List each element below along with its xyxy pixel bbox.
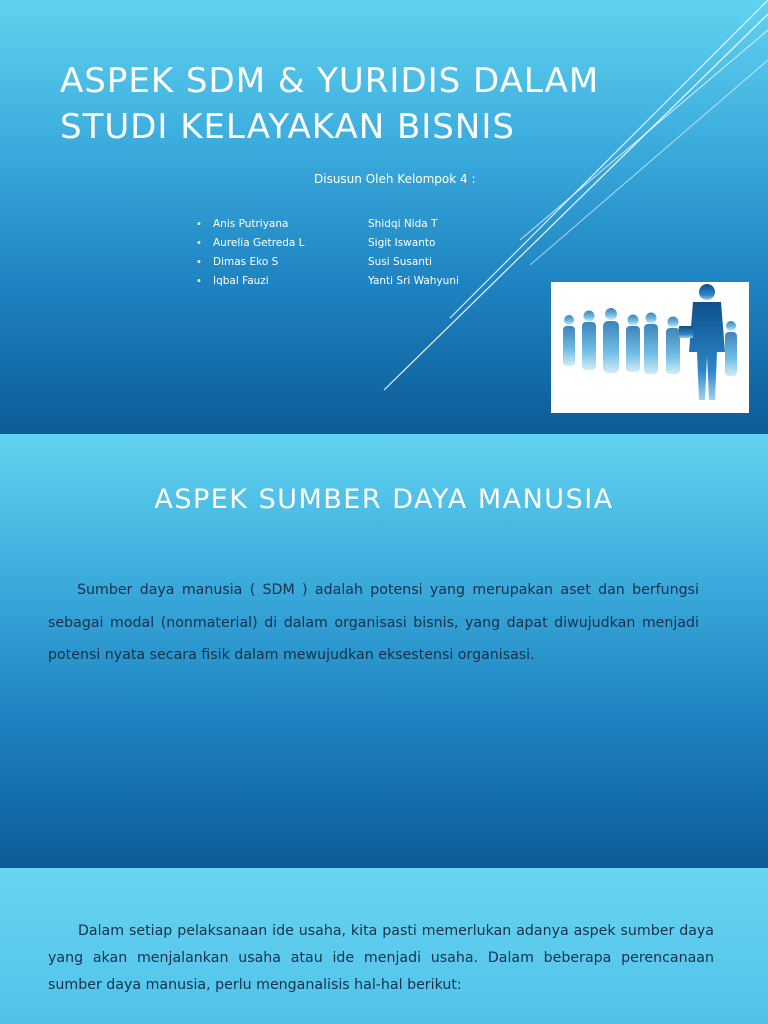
- member-name: Yanti Sri Wahyuni: [368, 275, 459, 287]
- title-slide: [0, 0, 768, 432]
- member-name: Susi Susanti: [368, 256, 432, 268]
- member-name: Sigit Iswanto: [368, 237, 436, 249]
- content-slide-planning: [0, 868, 768, 1024]
- business-team-image: [551, 282, 749, 413]
- member-name: Shidqi Nida T: [368, 218, 438, 230]
- member-name: • Anis Putriyana: [196, 215, 305, 234]
- member-list-right: [368, 215, 459, 291]
- slide-paragraph: Dalam setiap pelaksanaan ide usaha, kita pasti memerlukan adanya aspek sumber daya yang akan menjalankan usaha atau ide menjadi usaha. Dalam beberapa perencanaan sumber daya manusia, perlu menganalisis hal-hal berikut:: [48, 923, 714, 993]
- member-name: • Iqbal Fauzi: [196, 272, 305, 291]
- business-team-silhouette-icon: [551, 282, 749, 413]
- slide-heading: ASPEK SUMBER DAYA MANUSIA: [154, 484, 614, 515]
- content-slide-sdm: [0, 434, 768, 866]
- slide-paragraph: Sumber daya manusia ( SDM ) adalah potensi yang merupakan aset dan berfungsi sebagai modal (nonmaterial) di dalam organisasi bisnis, yang dapat diwujudkan menjadi potensi nyata secara fisik dalam mewujudkan eksestensi organisasi.: [48, 582, 699, 663]
- presentation-title: ASPEK SDM & YURIDIS DALAM STUDI KELAYAKAN BISNIS: [60, 61, 600, 147]
- member-name: • Aurelia Getreda L: [196, 234, 305, 253]
- member-list-left: [196, 215, 305, 291]
- member-name: • Dimas Eko S: [196, 253, 305, 272]
- group-subtitle: Disusun Oleh Kelompok 4 :: [314, 172, 476, 186]
